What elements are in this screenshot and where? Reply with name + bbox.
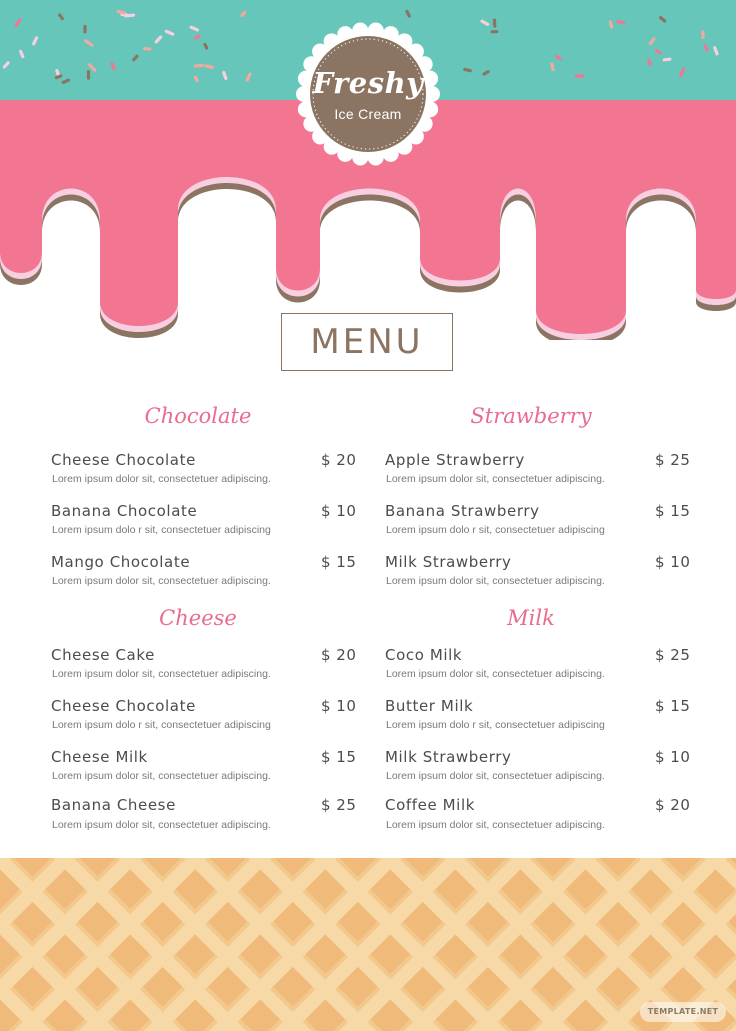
menu-item-price: $ 20 [321,646,357,664]
menu-item-price: $ 15 [655,502,691,520]
menu-item-price: $ 20 [655,796,691,814]
menu-item-description: Lorem ipsum dolor sit, consectetuer adipiscing. [52,770,271,782]
menu-item-name: Cheese Chocolate [51,697,196,715]
menu-item-description: Lorem ipsum dolor sit, consectetuer adipiscing. [386,819,605,831]
menu-item-name: Milk Strawberry [385,748,512,766]
menu-item-description: Lorem ipsum dolo r sit, consectetuer adipiscing [52,719,271,731]
menu-item-name: Milk Strawberry [385,553,512,571]
menu-item-price: $ 25 [655,646,691,664]
menu-item-name: Cheese Cake [51,646,155,664]
waffle-cone-pattern [0,858,736,1031]
menu-item-price: $ 25 [655,451,691,469]
menu-item-name: Apple Strawberry [385,451,525,469]
menu-item-description: Lorem ipsum dolor sit, consectetuer adipiscing. [386,575,605,587]
menu-title-box [281,313,453,371]
menu-item-price: $ 10 [655,748,691,766]
watermark-badge: TEMPLATE.NET [640,1002,726,1022]
brand-tagline: Ice Cream [334,106,402,122]
menu-item-description: Lorem ipsum dolo r sit, consectetuer adipiscing [386,524,605,536]
menu-item-price: $ 20 [321,451,357,469]
menu-item-price: $ 10 [321,502,357,520]
menu-item-description: Lorem ipsum dolor sit, consectetuer adipiscing. [386,770,605,782]
menu-item-description: Lorem ipsum dolor sit, consectetuer adipiscing. [386,668,605,680]
section-title-milk: Milk [507,606,555,630]
menu-item-description: Lorem ipsum dolor sit, consectetuer adipiscing. [52,575,271,587]
menu-item-description: Lorem ipsum dolo r sit, consectetuer adipiscing [386,719,605,731]
section-title-cheese: Cheese [159,606,237,630]
menu-item-price: $ 15 [655,697,691,715]
menu-item-name: Cheese Milk [51,748,148,766]
section-title-chocolate: Chocolate [144,404,252,428]
menu-item-name: Banana Strawberry [385,502,540,520]
menu-item-name: Coffee Milk [385,796,476,814]
menu-item-price: $ 10 [321,697,357,715]
menu-item-price: $ 15 [321,553,357,571]
menu-item-name: Mango Chocolate [51,553,191,571]
menu-item-name: Coco Milk [385,646,463,664]
menu-title: MENU [310,322,424,362]
menu-item-description: Lorem ipsum dolo r sit, consectetuer adipiscing [52,524,271,536]
menu-item-description: Lorem ipsum dolor sit, consectetuer adipiscing. [52,819,271,831]
menu-item-price: $ 25 [321,796,357,814]
menu-item-description: Lorem ipsum dolor sit, consectetuer adipiscing. [386,473,605,485]
section-title-strawberry: Strawberry [470,404,592,428]
brand-name: Freshy [312,66,424,100]
menu-item-name: Banana Cheese [51,796,176,814]
menu-item-name: Cheese Chocolate [51,451,196,469]
menu-item-name: Banana Chocolate [51,502,198,520]
menu-item-price: $ 15 [321,748,357,766]
menu-item-price: $ 10 [655,553,691,571]
menu-item-description: Lorem ipsum dolor sit, consectetuer adipiscing. [52,473,271,485]
menu-item-description: Lorem ipsum dolor sit, consectetuer adipiscing. [52,668,271,680]
menu-item-name: Butter Milk [385,697,474,715]
